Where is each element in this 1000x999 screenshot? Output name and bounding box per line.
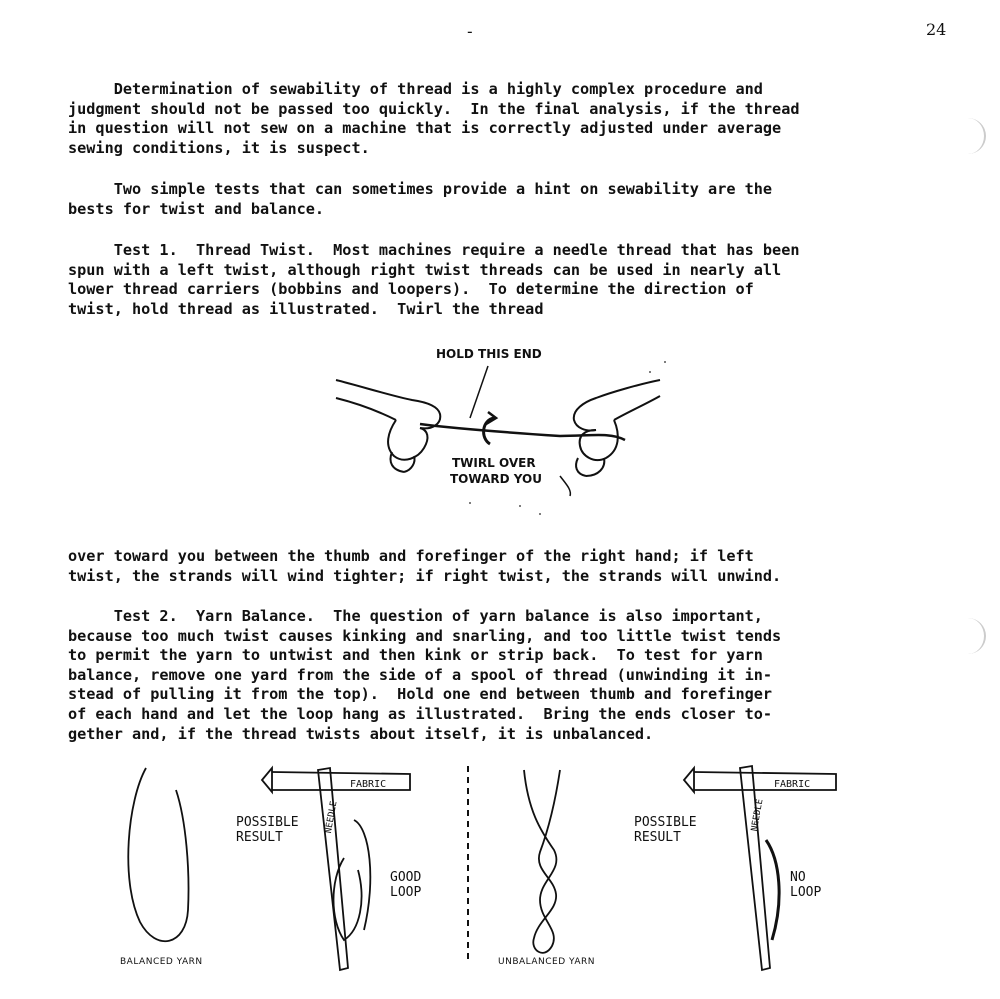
label-fabric-left: FABRIC [350,779,387,790]
header-mark: - [465,22,475,41]
label-fabric-right: FABRIC [774,779,811,790]
paragraph-sewability: Determination of sewability of thread is a highly complex procedure and judgment should not be passed too quickly. In the final analysis, if the thread in question will not sew on a machine that is correctly adjusted under average sewing conditions, it is suspect. [68,80,800,157]
page-number: 24 [926,20,947,39]
label-unbalanced-yarn: UNBALANCED YARN [498,957,595,967]
label-toward-you: TOWARD YOU [450,472,542,486]
paragraph-twist-result: over toward you between the thumb and forefinger of the right hand; if left twist, the strands will wind tighter; if right twist, the strands will unwind. [68,547,782,585]
paragraph-test-1: Test 1. Thread Twist. Most machines require a needle thread that has been spun with a left twist, although right twist threads can be used in nearly all lower thread carriers (bobbins and loopers). To determine the direction of twist, hold thread as illustrated. Twirl the thread [68,241,800,318]
label-good-loop: GOOD LOOP [390,870,422,900]
paragraph-test-2: Test 2. Yarn Balance. The question of yarn balance is also important, because too much twist causes kinking and snarling, and too little twist tends to permit the yarn to untwist and then kink or strip back. To test for yarn balance, remove one yard from the side of a spool of thread (unwinding it in- stead of pulling it from the top). Hold one end between thumb and forefinger of each hand and let the loop hang as illustrated. Bring the ends closer to- gether and, if the thread twists about itself, it is unbalanced. [68,607,782,743]
label-hold-this-end: HOLD THIS END [436,347,542,361]
label-needle-left: NEEDLE [323,800,340,835]
label-twirl-over: TWIRL OVER [452,456,536,470]
paragraph-two-tests: Two simple tests that can sometimes provide a hint on sewability are the bests for twist and balance. [68,180,773,218]
label-possible-result-left: POSSIBLE RESULT [236,815,299,845]
balanced-loop [128,768,188,941]
label-possible-result-right: POSSIBLE RESULT [634,815,697,845]
label-no-loop: NO LOOP [790,870,822,900]
label-balanced-yarn: BALANCED YARN [120,957,203,967]
label-needle-right: NEEDLE [749,798,766,833]
